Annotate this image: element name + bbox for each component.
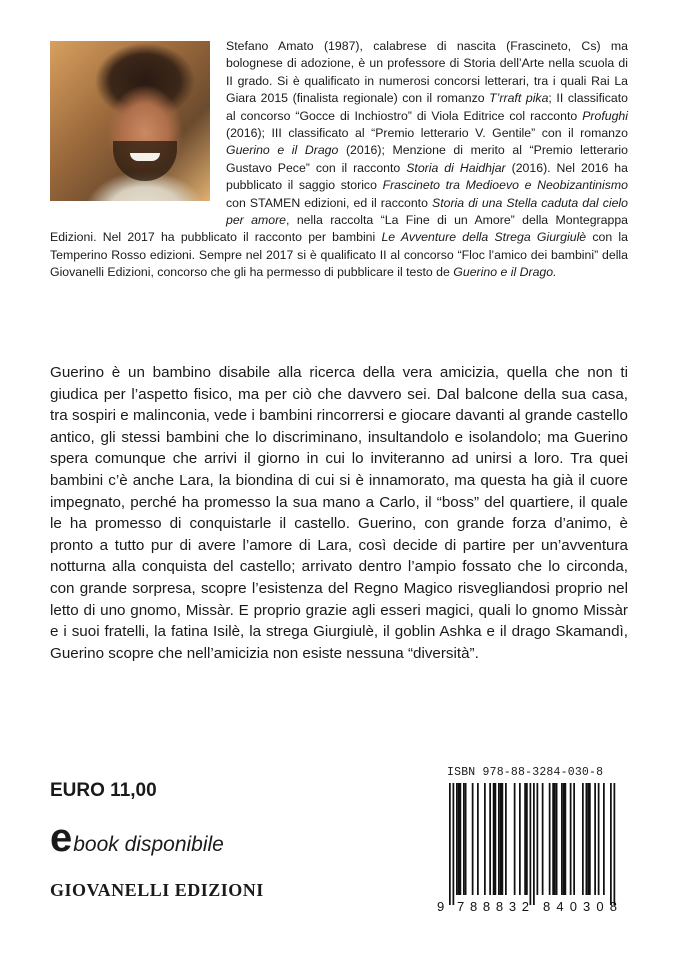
bio-title-italic: Profughi xyxy=(582,108,628,123)
barcode-bar xyxy=(514,783,516,895)
barcode-first-digit: 9 xyxy=(437,899,445,914)
bio-text: con STAMEN edizioni, ed il racconto xyxy=(226,195,432,210)
bio-title-italic: T’rraft pika xyxy=(489,91,549,106)
barcode-bar xyxy=(519,783,521,895)
bio-title-italic: Le Avventure della Strega Giurgiulè xyxy=(381,230,587,245)
barcode-bar xyxy=(498,783,500,895)
barcode-bar xyxy=(589,783,591,895)
barcode-bar xyxy=(489,783,491,895)
barcode-bar xyxy=(587,783,589,895)
bio-text: , nella raccolta “La Fine di un Amore” della Montegrappa Edizioni. Nel 2017 ha pubblicato il racconto per bambini xyxy=(50,213,629,245)
bio-title-italic: Guerino e il Drago xyxy=(226,143,339,158)
bio-text: con la Temperino Rosso edizioni. Sempre nel 2017 si è qualificato II al concorso “Floc l’amico dei bambini” della Giovanelli Edizioni, concorso che gli ha permesso di pubblicare il testo de xyxy=(50,230,628,280)
barcode-bar xyxy=(594,783,596,895)
bio-text: (2016); III classificato al “Premio letterario V. Gentile” con il romanzo xyxy=(226,126,628,141)
barcode-bar xyxy=(453,783,455,905)
barcode-bar xyxy=(533,783,535,905)
barcode-bar xyxy=(549,783,551,895)
barcode-bar xyxy=(610,783,612,905)
isbn-barcode-block xyxy=(435,763,629,915)
barcode-bar xyxy=(565,783,567,895)
barcode-bar xyxy=(477,783,479,895)
barcode-bar xyxy=(456,783,458,895)
barcode-bar xyxy=(573,783,575,895)
barcode-bar xyxy=(563,783,565,895)
barcode-bar xyxy=(554,783,556,895)
bio-title-italic: Guerino e il Drago. xyxy=(453,265,557,280)
barcode-bar xyxy=(460,783,462,895)
barcode-bar xyxy=(484,783,486,895)
barcode-bar xyxy=(614,783,616,905)
bio-text: (2016); Menzione di merito al “Premio letterario Gustavo Pece” con il racconto xyxy=(226,143,629,175)
barcode-bar xyxy=(524,783,526,895)
barcode-left-digits: 788832 xyxy=(457,899,529,914)
barcode-bar xyxy=(526,783,528,895)
barcode-bar xyxy=(505,783,507,895)
barcode-bar xyxy=(582,783,584,895)
barcode-bar xyxy=(598,783,600,895)
barcode-bar xyxy=(449,783,451,905)
barcode-bar xyxy=(502,783,504,895)
book-synopsis: Guerino è un bambino disabile alla ricerca della vera amicizia, quella che non ti giudica per l’aspetto fisico, ma per ciò che davvero sei. Dal balcone della sua casa, tra sospiri e malinconia, vede i bambini rincorrersi e giocare davanti al grande castello antico, gli stessi bambini che lo discriminano, insultandolo e isolandolo; ma Guerino spera comunque che arrivi il giorno in cui lo inviteranno ad unirsi a loro. Tra quei bambini c’è anche Lara, la biondina di cui si è innamorato, ma questa ha già il cuore impegnato, perché ha promesso la sua mano a Carlo, il “boss” del quartiere, il quale le ha promesso di conquistarle il castello. Guerino, con grande forza d’animo, è pronto a tutto pur di avere l’amore di Lara, così decide di partire per un’avventura notturna alla conquista del castello; arrivato dentro l’ampio fossato che lo circonda, con grande sorpresa, scopre l’esistenza del Regno Magico risvegliandosi proprio nel letto di uno gnomo, Missàr. E proprio grazie agli esseri magici, quali lo gnomo Missàr e i suoi fratelli, la fatina Isilè, la strega Giurgiulè, il goblin Ashka e il drago Skamandì, Guerino scopre che nell’amicizia non esiste nessuna “diversità”. xyxy=(50,364,628,662)
bio-text: ; II classificato al concorso “Gocce di Inchiostro” di Viola Editrice col racconto xyxy=(226,91,628,123)
bio-title-italic: Storia di una Stella caduta dal cielo per amore xyxy=(226,195,629,228)
barcode-bar xyxy=(570,783,572,895)
bio-title-italic: Storia di Haidhjar xyxy=(406,160,506,175)
barcode-bar xyxy=(542,783,544,895)
barcode-bar xyxy=(586,783,588,895)
barcode-bar xyxy=(493,783,495,895)
bio-text: Stefano Amato (1987), calabrese di nascita (Frascineto, Cs) ma bolognese di adozione, è un professore di Storia dell’Arte nella scuola di II grado. Si è qualificato in numerosi concorsi letterari, tra i quali Rai La Giara 2015 (finalista regionale) con il romanzo xyxy=(226,39,628,106)
barcode-bar xyxy=(463,783,465,895)
barcode-bar xyxy=(500,783,502,895)
ebook-text: book disponibile xyxy=(73,833,224,856)
bio-title-italic: Frascineto tra Medioevo e Neobizantinismo xyxy=(382,178,628,193)
ebook-availability xyxy=(50,818,224,860)
barcode-bar xyxy=(603,783,605,895)
isbn-label: ISBN 978-88-3284-030-8 xyxy=(447,766,604,779)
author-bio xyxy=(50,38,628,282)
barcode-bar xyxy=(552,783,554,895)
barcode-icon xyxy=(435,783,629,915)
barcode-bar xyxy=(561,783,563,895)
barcode-bar xyxy=(465,783,467,895)
publisher-name: GIOVANELLI EDIZIONI xyxy=(50,880,264,900)
barcode-bar xyxy=(495,783,497,895)
price-label: EURO 11,00 xyxy=(50,780,157,801)
barcode-right-digits: 840308 xyxy=(543,899,617,914)
barcode-bar xyxy=(472,783,474,895)
bio-text: (2016). Nel 2016 ha pubblicato il saggio storico xyxy=(226,160,628,193)
barcode-bar xyxy=(556,783,558,895)
barcode-bar xyxy=(537,783,539,895)
ebook-logo-icon: e xyxy=(50,816,72,860)
barcode-bar xyxy=(530,783,532,905)
barcode-bar xyxy=(458,783,460,895)
